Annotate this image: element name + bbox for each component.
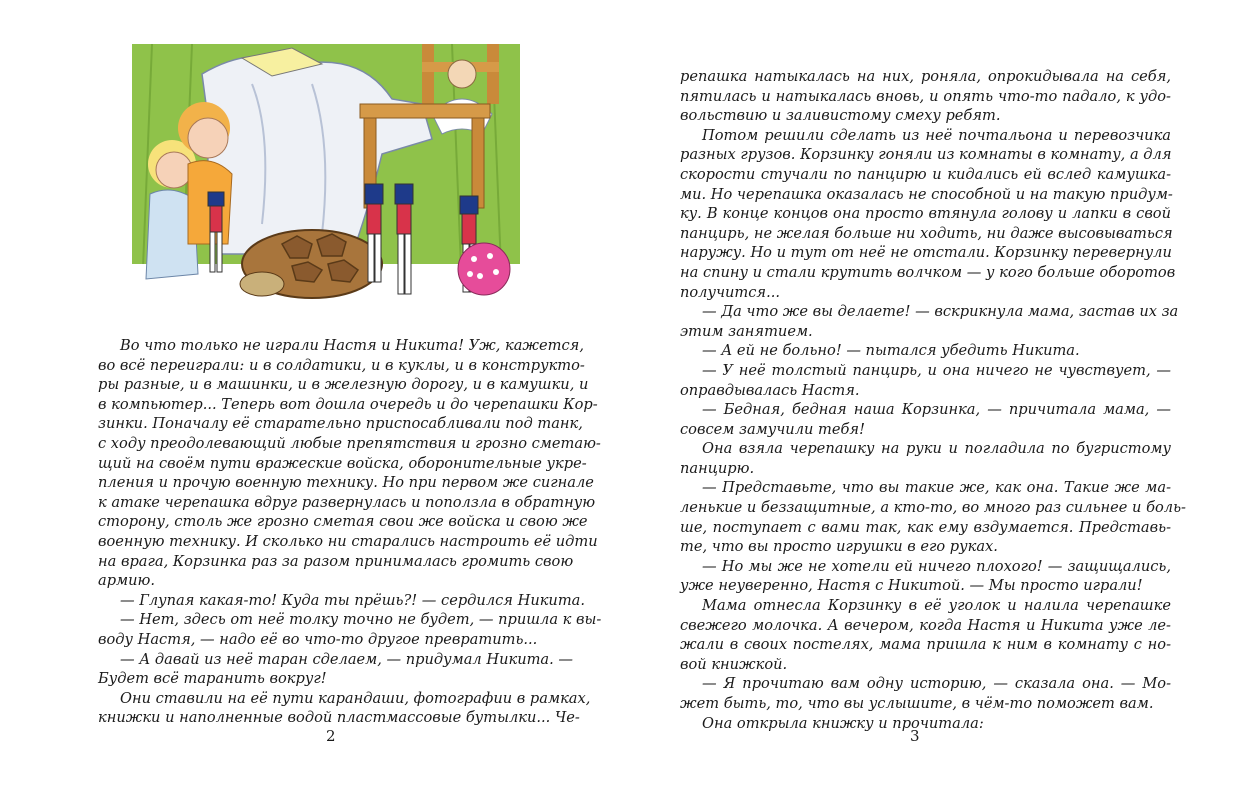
text-line: получится... [680, 283, 781, 301]
paragraph [680, 67, 1171, 126]
text-line: ку. В конце концов она просто втянула голову и лапки в свой [680, 205, 1171, 223]
paragraph [680, 596, 1171, 674]
paragraph [680, 439, 1171, 478]
paragraph [98, 336, 601, 591]
text-line: пятилась и натыкалась вновь, и опять что-то падало, к удо- [680, 87, 1171, 105]
children-tortoise-toy-soldiers-illustration [132, 44, 520, 314]
paragraph [680, 674, 1171, 713]
text-line: на врага, Корзинка раз за разом принималась громить свою [98, 552, 574, 570]
text-line: пления и прочую военную технику. Но при первом же сигнале [98, 474, 594, 492]
text-line: Во что только не играли Настя и Никита! Уж, кажется, [120, 337, 584, 354]
paragraph [98, 610, 602, 649]
text-line: оправдывалась Настя. [680, 381, 860, 399]
text-line: с ходу преодолевающий любые препятствия и грозно сметаю- [98, 434, 601, 452]
paragraph [680, 478, 1186, 556]
paragraph [680, 126, 1176, 302]
text-line: — Глупая какая-то! Куда ты прёшь?! — сердился Никита. [120, 591, 586, 609]
text-line: — Представьте, что вы такие же, как она. Такие же ма- [702, 479, 1171, 497]
text-line: Она взяла черепашку на руки и погладила по бугристому [702, 440, 1171, 458]
text-line: Потом решили сделать из неё почтальона и перевозчика [702, 126, 1171, 144]
text-line: — А ей не больно! — пытался убедить Никита. [702, 342, 1080, 360]
text-line: разных грузов. Корзинку гоняли из комнаты в комнату, а для [680, 146, 1172, 164]
text-line: вольствию и заливистому смеху ребят. [680, 107, 1001, 125]
text-line: — Да что же вы делаете! — вскрикнула мама, застав их за [702, 303, 1179, 321]
page-number-right: 3 [910, 727, 920, 745]
text-line: этим занятием. [680, 322, 813, 340]
story-illustration [132, 44, 520, 314]
text-line: в компьютер... Теперь вот дошла очередь и до черепашки Кор- [98, 395, 598, 413]
paragraph [680, 361, 1171, 400]
text-line: Будет всё таранить вокруг! [98, 670, 327, 688]
left-page [0, 0, 622, 800]
text-line: военную технику. И сколько ни старались настроить её идти [98, 532, 598, 550]
text-line: — Но мы же не хотели ей ничего плохого! — защищались, [702, 557, 1171, 575]
text-line: к атаке черепашка вдруг развернулась и поползла в обратную [98, 493, 596, 511]
text-line: репашка натыкалась на них, роняла, опрокидывала на себя, [680, 68, 1171, 85]
text-line: панцирь, не желая больше ни ходить, ни даже высовываться [680, 224, 1173, 242]
text-line: зинки. Поначалу её старательно приспосабливали под танк, [98, 415, 583, 433]
text-line: сторону, столь же грозно сметая свои же войска и свою же [98, 513, 588, 531]
left-page-text [98, 336, 602, 728]
text-line: воду Настя, — надо её во что-то другое превратить... [98, 630, 538, 648]
text-line: — Я прочитаю вам одну историю, — сказала она. — Мо- [702, 675, 1171, 693]
text-line: ры разные, и в машинки, и в железную дорогу, и в камушки, и [98, 376, 589, 394]
text-line: вой книжкой. [680, 655, 788, 673]
page-number-left: 2 [326, 727, 336, 745]
paragraph [680, 400, 1171, 439]
text-line: Они ставили на её пути карандаши, фотографии в рамках, [120, 689, 591, 707]
text-line: уже неуверенно, Настя с Никитой. — Мы просто играли! [680, 577, 1143, 595]
text-line: Она открыла книжку и прочитала: [702, 714, 984, 732]
right-page [622, 0, 1245, 800]
text-line: скорости стучали по панцирю и кидались ей вслед камушка- [680, 165, 1171, 183]
text-line: жали в своих постелях, мама пришла к ним в комнату с но- [680, 636, 1171, 654]
right-page-text [680, 67, 1186, 733]
text-line: ми. Но черепашка оказалась не способной и на такую придум- [680, 185, 1173, 203]
paragraph [680, 302, 1179, 341]
text-line: те, что вы просто игрушки в его руках. [680, 538, 998, 556]
text-line: жет быть, то, что вы услышите, в чём-то поможет вам. [680, 695, 1154, 712]
text-line: во всё переиграли: и в солдатики, и в куклы, и в конструкто- [98, 356, 585, 374]
text-line: совсем замучили тебя! [680, 420, 865, 438]
paragraph [98, 689, 591, 728]
text-line: — У неё толстый панцирь, и она ничего не чувствует, — [702, 361, 1171, 379]
text-line: — Бедная, бедная наша Корзинка, — причитала мама, — [702, 401, 1171, 419]
paragraph [98, 591, 586, 611]
text-line: ленькие и беззащитные, а кто-то, во много раз сильнее и боль- [680, 499, 1186, 517]
text-line: — А давай из неё таран сделаем, — придумал Никита. — [120, 650, 573, 668]
paragraph [680, 557, 1171, 596]
text-line: панцирю. [680, 459, 755, 477]
text-line: — Нет, здесь от неё толку точно не будет, — пришла к вы- [120, 611, 602, 629]
text-line: наружу. Но и тут от неё не отстали. Корзинку перевернули [680, 244, 1172, 262]
text-line: книжки и наполненные водой пластмассовые бутылки... Че- [98, 709, 580, 727]
paragraph [680, 714, 1171, 734]
text-line: ше, поступает с вами так, как ему вздумается. Представь- [680, 518, 1171, 536]
paragraph [680, 341, 1171, 361]
text-line: щий на своём пути вражеские войска, оборонительные укре- [98, 454, 587, 472]
text-line: Мама отнесла Корзинку в её уголок и налила черепашке [702, 597, 1171, 615]
text-line: свежего молочка. А вечером, когда Настя и Никита уже ле- [680, 616, 1171, 634]
text-line: армию. [98, 572, 156, 590]
paragraph [98, 650, 573, 689]
text-line: на спину и стали крутить волчком — у кого больше оборотов [680, 263, 1176, 281]
